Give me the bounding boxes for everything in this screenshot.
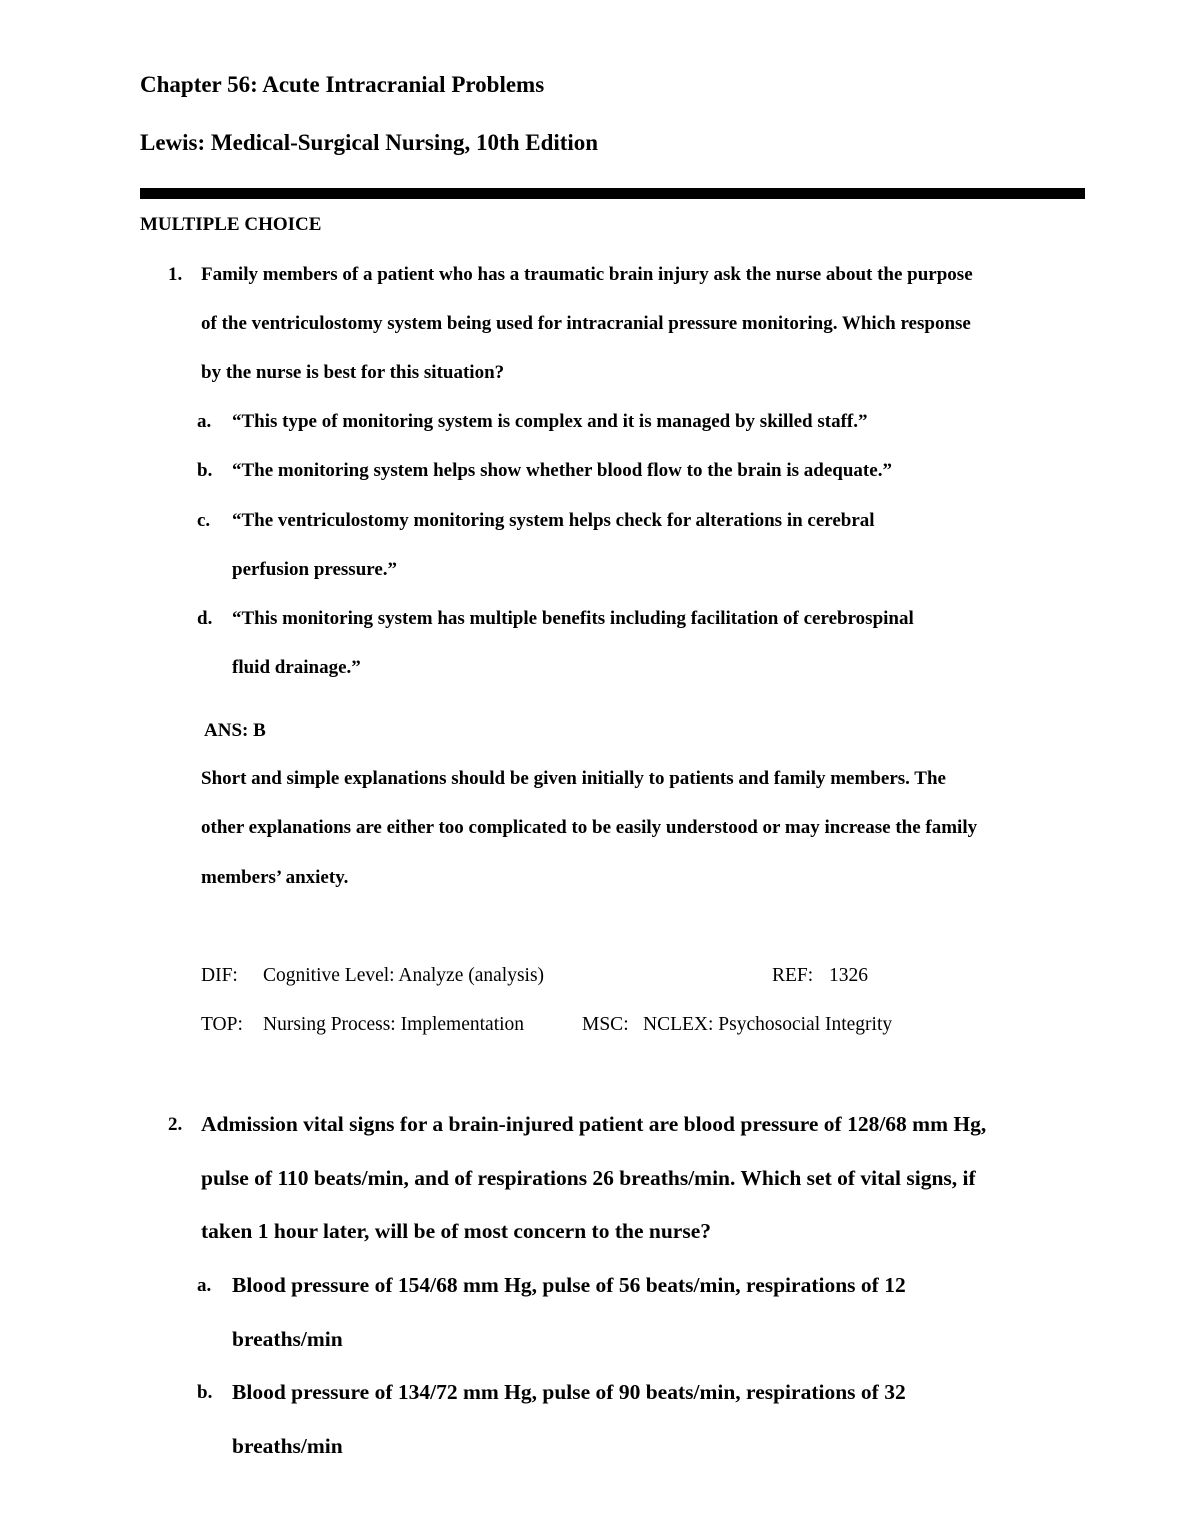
question-stem-line: taken 1 hour later, will be of most concern to the nurse? bbox=[201, 1219, 711, 1243]
msc-value: NCLEX: Psychosocial Integrity bbox=[643, 1014, 893, 1035]
msc-label: MSC: bbox=[582, 1014, 629, 1035]
option-text: perfusion pressure.” bbox=[232, 559, 398, 580]
top-value: Nursing Process: Implementation bbox=[263, 1014, 525, 1035]
option-letter: a. bbox=[197, 411, 212, 432]
option-text: “This monitoring system has multiple benefits including facilitation of cerebrospinal bbox=[232, 608, 914, 629]
option-text: Blood pressure of 134/72 mm Hg, pulse of 90 beats/min, respirations of 32 bbox=[232, 1380, 906, 1404]
question-stem-line: by the nurse is best for this situation? bbox=[201, 362, 505, 383]
dif-label: DIF: bbox=[201, 965, 238, 986]
option-text: Blood pressure of 154/68 mm Hg, pulse of 56 beats/min, respirations of 12 bbox=[232, 1273, 906, 1297]
rationale-line: other explanations are either too complicated to be easily understood or may increase the family bbox=[201, 817, 978, 838]
answer: ANS: B bbox=[204, 720, 266, 741]
question-number: 2. bbox=[168, 1114, 183, 1135]
rationale-line: Short and simple explanations should be given initially to patients and family members. The bbox=[201, 768, 946, 789]
option-text: “This type of monitoring system is complex and it is managed by skilled staff.” bbox=[232, 411, 868, 432]
option-letter: c. bbox=[197, 510, 211, 531]
option-letter: b. bbox=[197, 460, 213, 481]
top-label: TOP: bbox=[201, 1014, 243, 1035]
option-text: “The ventriculostomy monitoring system helps check for alterations in cerebral bbox=[232, 510, 875, 531]
book-title: Lewis: Medical-Surgical Nursing, 10th Edition bbox=[140, 130, 599, 155]
question-stem-line: of the ventriculostomy system being used for intracranial pressure monitoring. Which response bbox=[201, 313, 971, 334]
question-stem-line: Family members of a patient who has a traumatic brain injury ask the nurse about the purpose bbox=[201, 264, 973, 285]
ref-value: 1326 bbox=[829, 965, 868, 986]
option-letter: d. bbox=[197, 608, 213, 629]
rationale-line: members’ anxiety. bbox=[201, 867, 349, 888]
ref-label: REF: bbox=[772, 965, 814, 986]
option-text: fluid drainage.” bbox=[232, 657, 361, 678]
option-text: breaths/min bbox=[232, 1327, 343, 1351]
question-number: 1. bbox=[168, 264, 183, 285]
option-letter: a. bbox=[197, 1275, 212, 1296]
dif-value: Cognitive Level: Analyze (analysis) bbox=[263, 965, 545, 986]
section-heading: MULTIPLE CHOICE bbox=[140, 214, 322, 235]
question-stem-line: pulse of 110 beats/min, and of respirations 26 breaths/min. Which set of vital signs, if bbox=[201, 1166, 976, 1190]
option-letter: b. bbox=[197, 1382, 213, 1403]
option-text: breaths/min bbox=[232, 1434, 343, 1458]
chapter-title: Chapter 56: Acute Intracranial Problems bbox=[140, 72, 545, 97]
divider-bar bbox=[140, 188, 1085, 199]
question-stem-line: Admission vital signs for a brain-injured patient are blood pressure of 128/68 mm Hg, bbox=[201, 1112, 987, 1136]
option-text: “The monitoring system helps show whether blood flow to the brain is adequate.” bbox=[232, 460, 892, 481]
